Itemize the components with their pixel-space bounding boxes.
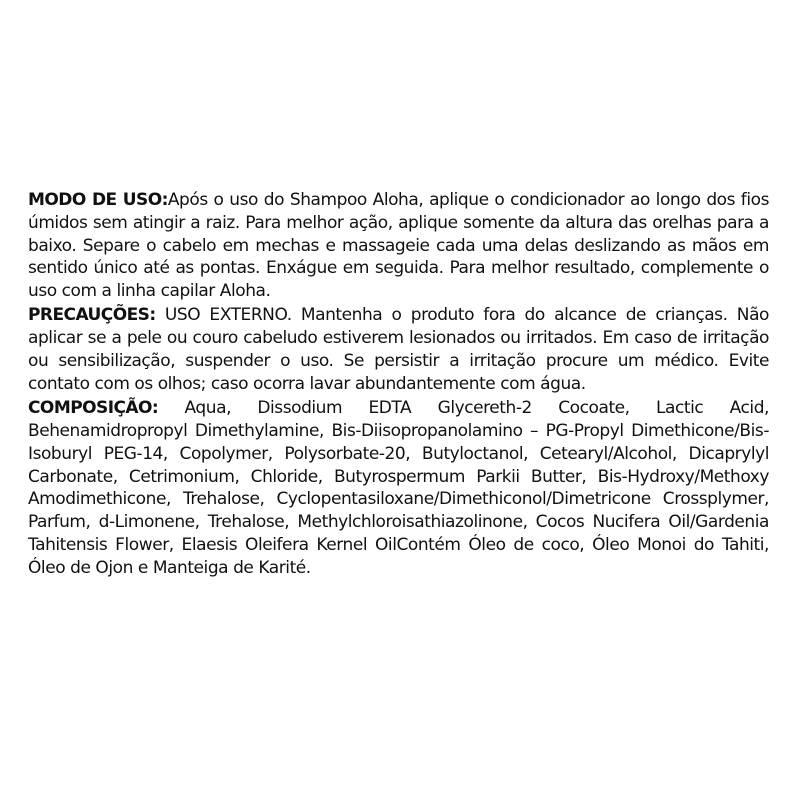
precautions-label: PRECAUÇÕES: <box>28 305 156 326</box>
usage-text: Após o uso do Shampoo Aloha, aplique o condicionador ao longo dos fios úmidos sem atingir a raiz. Para melhor ação, aplique somente da altura das orelhas para a baixo. Separe o cabelo em mechas e massageie cada uma delas deslizando as mãos em sentido único até as pontas. Enxágue em seguida. Para melhor resultado, complemente o uso com a linha capilar Aloha. <box>28 190 769 302</box>
composition-label: COMPOSIÇÃO: <box>28 398 159 419</box>
usage-instructions-paragraph <box>28 189 769 303</box>
precautions-paragraph <box>28 304 769 395</box>
composition-text: Aqua, Dissodium EDTA Glycereth-2 Cocoate, Lactic Acid, Behenamidropropyl Dimethylamine, Bis-Diisopropanolamino – PG-Propyl Dimethicone/Bis-Isoburyl PEG-14, Copolymer, Polysorbate-20, Butyloctanol, Cetearyl/Alcohol, Dicaprylyl Carbonate, Cetrimonium, Chloride, Butyrospermum Parkii Butter, Bis-Hydroxy/Methoxy Amodimethicone, Trehalose, Cyclopentasiloxane/Dimethiconol/Dimetricone Crossplymer, Parfum, d-Limonene, Trehalose, Methylchloroisathiazolinone, Cocos Nucifera Oil/Gardenia Tahitensis Flower, Elaesis Oleifera Kernel OilContém Óleo de coco, Óleo Monoi do Tahiti, Óleo de Ojon e Manteiga de Karité. <box>28 398 769 578</box>
usage-label: MODO DE USO: <box>28 190 168 210</box>
precautions-text: USO EXTERNO. Mantenha o produto fora do alcance de crianças. Não aplicar se a pele ou couro cabeludo estiverem lesionados ou irritados. Em caso de irritação ou sensibilização, suspender o uso. Se persistir a irritação procure um médico. Evite contato com os olhos; caso ocorra lavar abundantemente com água. <box>28 305 769 394</box>
composition-paragraph <box>28 397 769 579</box>
product-instructions-text <box>28 189 769 581</box>
